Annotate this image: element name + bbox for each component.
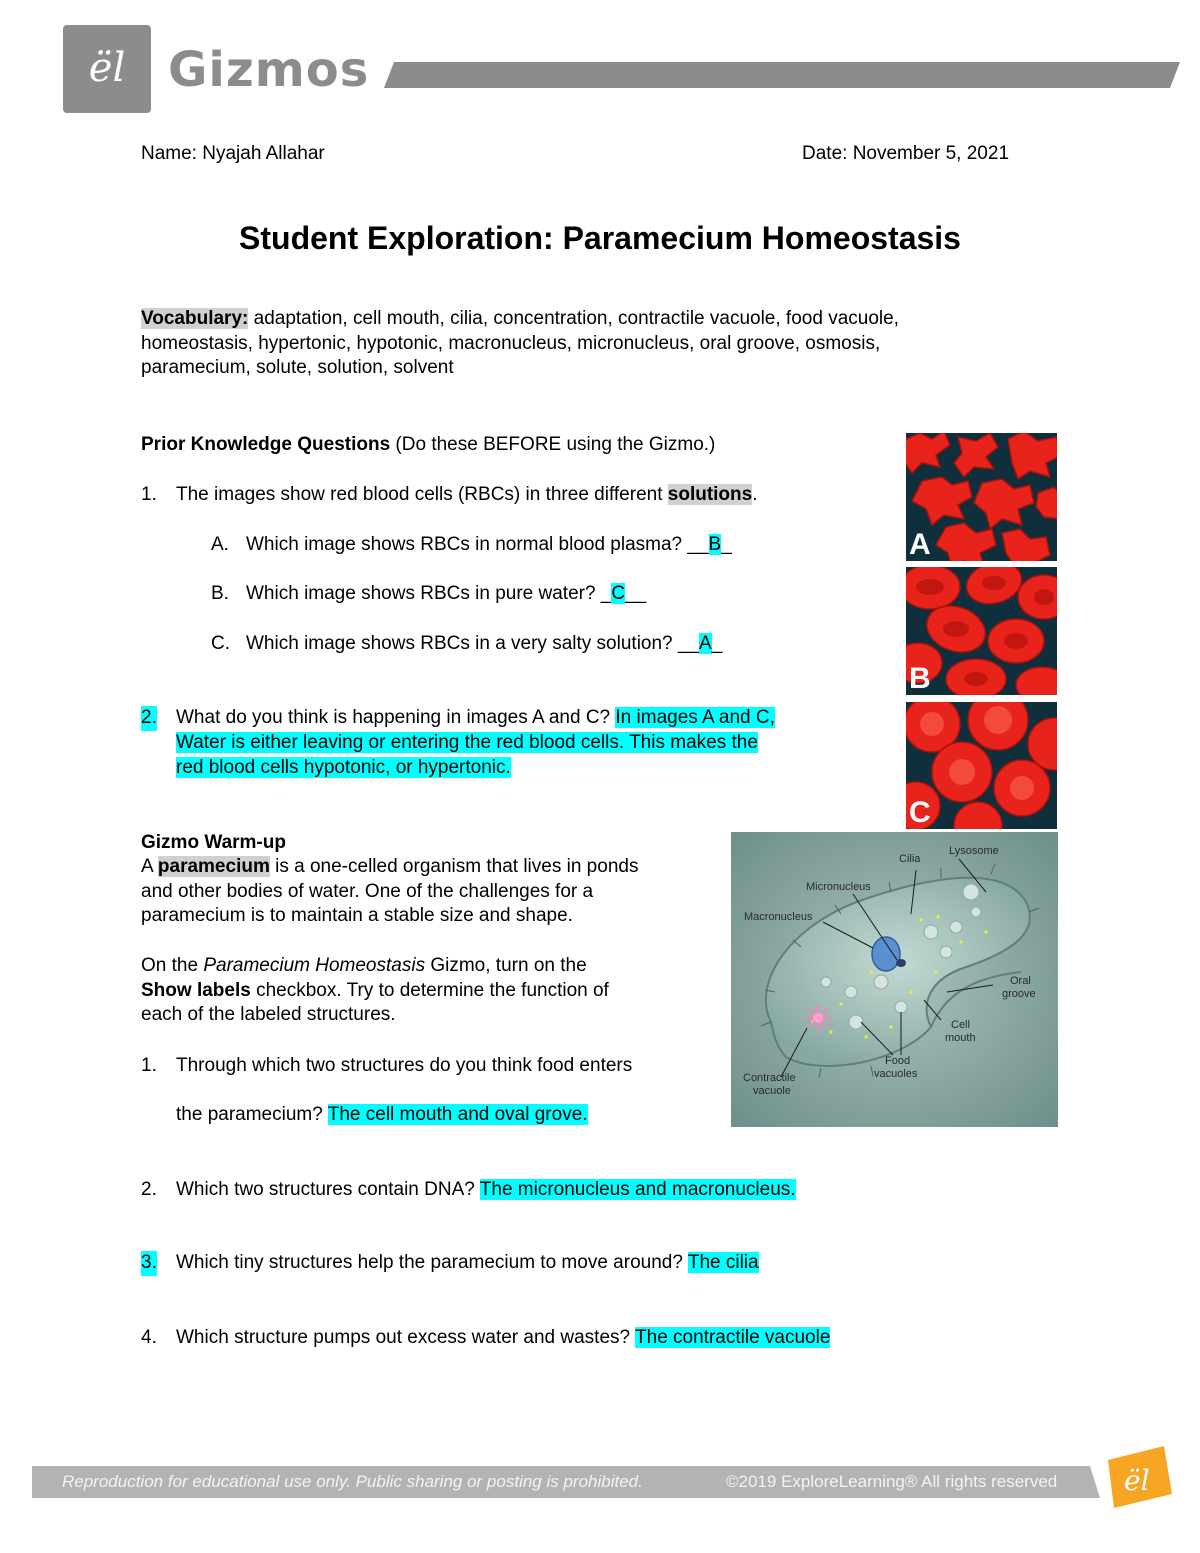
question-2-text: What do you think is happening in images A and C?: [176, 707, 616, 728]
vocabulary-line-1: [141, 307, 899, 332]
warmup-answer-4: The contractile vacuole: [635, 1327, 831, 1348]
brand-title: Gizmos: [168, 42, 370, 98]
answer-1a: B: [708, 534, 722, 555]
warmup-paragraph-1-line-1: [141, 855, 638, 880]
warmup-heading: Gizmo Warm-up: [141, 832, 286, 853]
footer-copyright: ©2019 ExploreLearning® All rights reserved: [726, 1472, 1058, 1491]
footer-disclaimer: Reproduction for educational use only. Public sharing or posting is prohibited.: [62, 1472, 643, 1491]
warmup-p1-a: A: [141, 856, 158, 877]
prior-knowledge-heading: [141, 433, 715, 458]
warmup-answer-3: The cilia: [687, 1252, 759, 1273]
label-micronucleus: Micronucleus: [806, 881, 871, 893]
warmup-q3-text: Which tiny structures help the paramecium to move around?: [176, 1252, 688, 1273]
warmup-paragraph-2-line-1: [141, 954, 587, 979]
label-oral: Oral: [1010, 975, 1031, 987]
label-lysosome: Lysosome: [949, 845, 999, 857]
warmup-paragraph-1-line-3: paramecium is to maintain a stable size and shape.: [141, 905, 573, 926]
warmup-p2-a: On the: [141, 955, 204, 976]
warmup-paragraph-1-line-2: and other bodies of water. One of the challenges for a: [141, 881, 594, 902]
warmup-q2-text: Which two structures contain DNA?: [176, 1179, 480, 1200]
warmup-q1-line-2: [176, 1103, 588, 1128]
warmup-q3-number: 3.: [141, 1251, 157, 1276]
question-1b: [246, 582, 646, 607]
question-1a-text: Which image shows RBCs in normal blood plasma? __: [246, 534, 709, 555]
warmup-p1-b: is a one-celled organism that lives in ponds: [269, 856, 639, 877]
answer-1c-underline: _: [711, 633, 723, 654]
rbc-label-c: C: [909, 796, 931, 829]
label-contractile: Contractile: [743, 1072, 796, 1084]
rbc-label-a: A: [909, 528, 931, 561]
answer-1c: A: [699, 633, 712, 654]
header-bar: [384, 62, 1180, 88]
warmup-q2: [176, 1178, 796, 1203]
warmup-q1-number: 1.: [141, 1055, 157, 1076]
vocabulary-line-3: paramecium, solute, solution, solvent: [141, 357, 454, 378]
rbc-image-b: [906, 567, 1057, 695]
warmup-p2-c: checkbox. Try to determine the function of: [250, 980, 609, 1001]
answer-1b: C: [611, 583, 626, 604]
question-1-number: 1.: [141, 484, 157, 505]
warmup-q2-number: 2.: [141, 1179, 157, 1200]
question-1c-letter: C.: [211, 633, 230, 654]
question-1: [176, 483, 758, 508]
warmup-q3: [176, 1251, 759, 1276]
rbc-image-c: [906, 702, 1057, 829]
question-1c-text: Which image shows RBCs in a very salty solution? __: [246, 633, 700, 654]
question-1a-letter: A.: [211, 534, 229, 555]
question-2-number: 2.: [141, 706, 157, 731]
warmup-paragraph-2-line-3: each of the labeled structures.: [141, 1004, 396, 1025]
answer-2-line-3-wrap: [176, 756, 511, 781]
label-vacuoles: vacuoles: [874, 1068, 918, 1080]
answer-1a-underline: _: [721, 534, 732, 555]
solutions-term: solutions: [667, 484, 753, 505]
vocabulary-label: Vocabulary:: [141, 308, 249, 329]
explorelearning-logo: [63, 25, 151, 113]
logo-mark: ël: [88, 45, 126, 91]
question-1b-letter: B.: [211, 583, 229, 604]
explorelearning-footer-logo: [1102, 1446, 1174, 1508]
paramecium-diagram: [731, 832, 1058, 1127]
answer-2-line-2: Water is either leaving or entering the red blood cells. This makes the: [176, 732, 758, 753]
page-title: Student Exploration: Paramecium Homeostasis: [239, 220, 961, 256]
paramecium-term: paramecium: [157, 856, 270, 877]
vocabulary-words-1: adaptation, cell mouth, cilia, concentration, contractile vacuole, food vacuole,: [248, 308, 899, 329]
gizmo-name: Paramecium Homeostasis: [203, 955, 426, 976]
answer-1b-underline: __: [625, 583, 647, 604]
question-1-text: The images show red blood cells (RBCs) in three different: [176, 484, 668, 505]
rbc-image-a: [906, 433, 1057, 561]
question-1b-text: Which image shows RBCs in pure water? _: [246, 583, 612, 604]
warmup-p2-b: Gizmo, turn on the: [425, 955, 587, 976]
label-vacuole: vacuole: [753, 1085, 791, 1097]
name-field: Name: Nyajah Allahar: [141, 143, 325, 164]
label-macronucleus: Macronucleus: [744, 911, 813, 923]
warmup-answer-2: The micronucleus and macronucleus.: [479, 1179, 796, 1200]
label-mouth: mouth: [945, 1032, 976, 1044]
prior-knowledge-note: (Do these BEFORE using the Gizmo.): [390, 434, 716, 455]
warmup-q1-line-1: Through which two structures do you think food enters: [176, 1055, 633, 1076]
answer-2-line-1: In images A and C,: [615, 707, 775, 728]
warmup-answer-1: The cell mouth and oval grove.: [327, 1104, 588, 1125]
rbc-label-b: B: [909, 662, 931, 695]
warmup-q4-number: 4.: [141, 1327, 157, 1348]
warmup-q4: [176, 1326, 830, 1351]
label-cilia: Cilia: [899, 853, 921, 865]
show-labels-term: Show labels: [141, 980, 251, 1001]
date-field: Date: November 5, 2021: [802, 143, 1010, 164]
warmup-q4-text: Which structure pumps out excess water and wastes?: [176, 1327, 636, 1348]
question-1a: [246, 533, 732, 558]
answer-2-line-3: red blood cells hypotonic, or hypertonic.: [176, 757, 511, 778]
vocabulary-line-2: homeostasis, hypertonic, hypotonic, macronucleus, micronucleus, oral groove, osmosis,: [141, 333, 881, 354]
warmup-heading-wrap: [141, 831, 286, 856]
warmup-paragraph-2-line-2: [141, 979, 609, 1004]
prior-knowledge-title: Prior Knowledge Questions: [141, 434, 391, 455]
question-2: [176, 706, 775, 731]
question-1-end: .: [752, 484, 758, 505]
answer-2-line-2-wrap: [176, 731, 758, 756]
label-cell: Cell: [951, 1019, 970, 1031]
question-1c: [246, 632, 722, 657]
label-groove: groove: [1002, 988, 1036, 1000]
label-food: Food: [885, 1055, 911, 1067]
footer-logo-mark: ël: [1124, 1464, 1150, 1497]
warmup-q1-text: the paramecium?: [176, 1104, 328, 1125]
